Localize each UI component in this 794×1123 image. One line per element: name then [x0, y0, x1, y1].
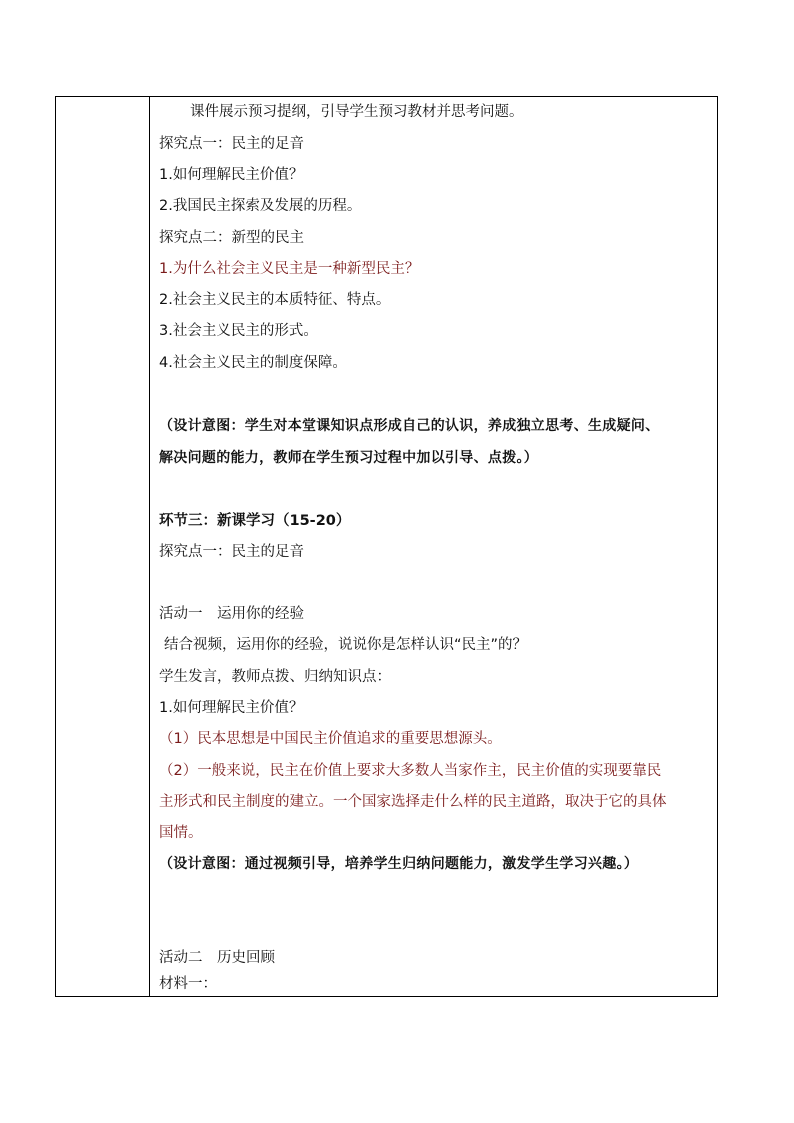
- question-1-repeat: 1.如何理解民主价值？: [159, 700, 304, 716]
- question-6: 4.社会主义民主的制度保障。: [159, 355, 347, 371]
- section3-title: 环节三：新课学习（15-20）: [159, 513, 351, 529]
- intro-text: 课件展示预习提纲，引导学生预习教材并思考问题。: [190, 104, 524, 120]
- question-2: 2.我国民主探索及发展的历程。: [159, 198, 362, 214]
- design-note-1-line1: （设计意图：学生对本堂课知识点形成自己的认识，养成独立思考、生成疑问、: [159, 418, 660, 434]
- point1-title-repeat: 探究点一：民主的足音: [159, 544, 304, 560]
- answer-1: （1）民本思想是中国民主价值追求的重要思想源头。: [159, 731, 502, 747]
- point1-title: 探究点一：民主的足音: [159, 136, 304, 152]
- question-4: 2.社会主义民主的本质特征、特点。: [159, 292, 391, 308]
- design-note-1-line2: 解决问题的能力，教师在学生预习过程中加以引导、点拨。）: [159, 450, 539, 466]
- question-3: 1.为什么社会主义民主是一种新型民主？: [159, 261, 420, 277]
- activity2-title: 活动二 历史回顾: [159, 950, 275, 966]
- answer-2-line3: 国情。: [159, 825, 203, 841]
- activity1-title: 活动一 运用你的经验: [159, 606, 304, 622]
- design-note-2: （设计意图：通过视频引导，培养学生归纳问题能力，激发学生学习兴趣。）: [159, 856, 639, 872]
- question-1: 1.如何理解民主价值？: [159, 167, 304, 183]
- activity1-response: 学生发言，教师点拨、归纳知识点：: [159, 669, 391, 685]
- answer-2-line1: （2）一般来说，民主在价值上要求大多数人当家作主，民主价值的实现要靠民: [159, 763, 662, 779]
- answer-2-line2: 主形式和民主制度的建立。一个国家选择走什么样的民主道路，取决于它的具体: [159, 794, 667, 810]
- material1-label: 材料一：: [159, 976, 217, 992]
- activity1-prompt: 结合视频，运用你的经验，说说你是怎样认识“民主”的？: [164, 637, 528, 653]
- point2-title: 探究点二：新型的民主: [159, 230, 304, 246]
- question-5: 3.社会主义民主的形式。: [159, 323, 318, 339]
- column-divider: [149, 96, 150, 997]
